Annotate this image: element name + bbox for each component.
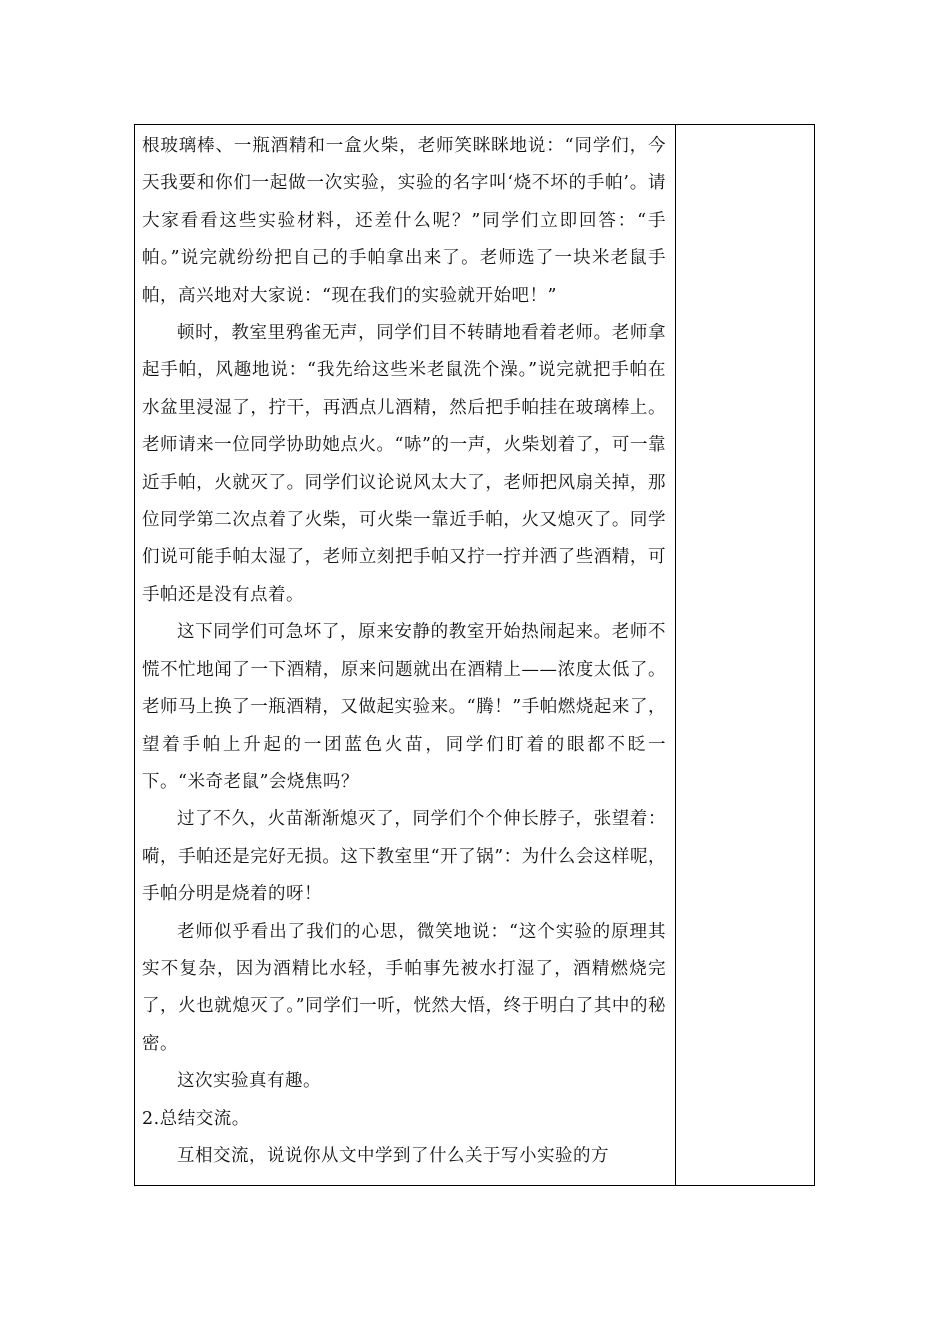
paragraph-7: 互相交流，说说你从文中学到了什么关于写小实验的方 bbox=[177, 1145, 609, 1166]
main-text-cell bbox=[142, 128, 666, 1175]
paragraph-3: 这下同学们可急坏了，原来安静的教室开始热闹起来。老师不慌不忙地闻了一下酒精，原来问题就出在酒精上——浓度太低了。老师马上换了一瓶酒精，又做起实验来。“腾！”手帕燃烧起来了，望着手帕上升起的一团蓝色火苗，同学们盯着的眼都不眨一下。“米奇老鼠”会烧焦吗？ bbox=[142, 622, 666, 792]
paragraph-6: 这次实验真有趣。 bbox=[177, 1071, 321, 1092]
paragraph-4: 过了不久，火苗渐渐熄灭了，同学们个个伸长脖子，张望着：嗬，手帕还是完好无损。这下教室里“开了锅”：为什么会这样呢，手帕分明是烧着的呀！ bbox=[142, 809, 666, 905]
paragraph-1: 根玻璃棒、一瓶酒精和一盒火柴，老师笑眯眯地说：“同学们，今天我要和你们一起做一次实验，实验的名字叫‘烧不坏的手帕’。请大家看看这些实验材料，还差什么呢？”同学们立即回答：“手帕。”说完就纷纷把自己的手帕拿出来了。老师选了一块米老鼠手帕，高兴地对大家说：“现在我们的实验就开始吧！” bbox=[142, 136, 666, 306]
section-heading: 2.总结交流。 bbox=[142, 1108, 250, 1129]
notes-cell bbox=[676, 125, 814, 1185]
paragraph-5: 老师似乎看出了我们的心思，微笑地说：“这个实验的原理其实不复杂，因为酒精比水轻，手帕事先被水打湿了，酒精燃烧完了，火也就熄灭了。”同学们一听，恍然大悟，终于明白了其中的秘密。 bbox=[142, 921, 666, 1054]
content-table bbox=[134, 124, 815, 1186]
paragraph-2: 顿时，教室里鸦雀无声，同学们目不转睛地看着老师。老师拿起手帕，风趣地说：“我先给这些米老鼠洗个澡。”说完就把手帕在水盆里浸湿了，拧干，再洒点儿酒精，然后把手帕挂在玻璃棒上。老师请来一位同学协助她点火。“哧”的一声，火柴划着了，可一靠近手帕，火就灭了。同学们议论说风太大了，老师把风扇关掉，那位同学第二次点着了火柴，可火柴一靠近手帕，火又熄灭了。同学们说可能手帕太湿了，老师立刻把手帕又拧一拧并洒了些酒精，可手帕还是没有点着。 bbox=[142, 323, 666, 605]
